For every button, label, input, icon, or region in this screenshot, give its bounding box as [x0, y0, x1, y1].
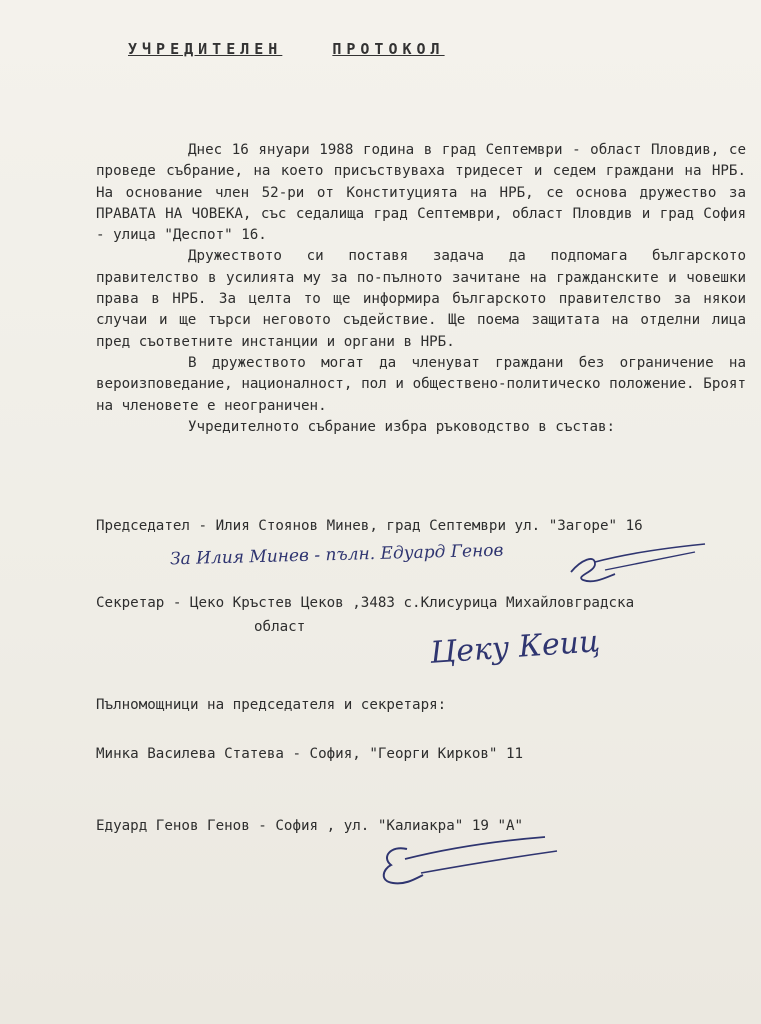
proxy-2-line: Едуард Генов Генов - София , ул. "Калиакра" 19 "А"	[96, 818, 524, 834]
title-word-2: ПРОТОКОЛ	[332, 40, 445, 58]
composition-intro: Учредителното събрание избра ръководство в състав:	[188, 418, 616, 435]
document-title	[128, 40, 568, 58]
proxy-1-line: Минка Василева Статева - София, "Георги Кирков" 11	[96, 746, 524, 762]
chairman-handwritten-note: За Илия Минев - пълн. Едуард Генов	[169, 540, 504, 570]
paragraph-2: Дружеството си поставя задача да подпомага българското правителство в усилията му за по-пълното зачитане на гражданските и човешки права в НРБ. За целта то ще информира българското правителство за някои случаи и ще търси неговото съдействие. Ще поема защитата на отделни лица пред съответните инстанции и органи в НРБ.	[96, 248, 746, 350]
protocol-body	[96, 140, 746, 438]
secretary-line-2: област	[254, 619, 306, 635]
chairman-line: Председател - Илия Стоянов Минев, град Септември ул. "Загоре" 16	[96, 518, 643, 534]
secretary-signature: Цеку Кеиц	[428, 624, 602, 671]
paragraph-3: В дружеството могат да членуват граждани без ограничение на вероизповедание, националност, пол и обществено-политическо положение. Броят на членовете е неограничен.	[96, 354, 746, 414]
secretary-line-1: Секретар - Цеко Кръстев Цеков ,3483 с.Клисурица Михайловградска	[96, 595, 635, 611]
proxy-2-signature	[375, 835, 565, 895]
title-word-1: УЧРЕДИТЕЛЕН	[128, 40, 283, 58]
proxies-heading: Пълномощници на председателя и секретаря:	[96, 697, 447, 713]
paragraph-1: Днес 16 януари 1988 година в град Септември - област Пловдив, се проведе събрание, на което присъствуваха тридесет и седем граждани на НРБ. На основание член 52-ри от Конституцията на НРБ, се основа дружество за ПРАВАТА НА ЧОВЕКА, със седалища град Септември, област Пловдив и град София - улица "Деспот" 16.	[96, 142, 746, 244]
chairman-proxy-signature	[565, 540, 715, 585]
